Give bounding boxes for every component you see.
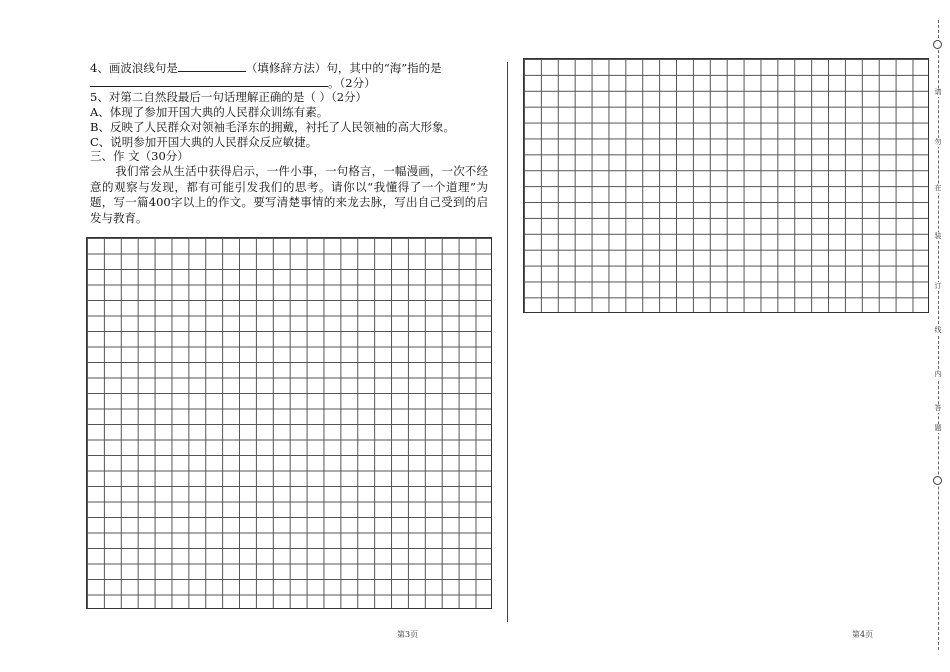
binding-char: 内: [934, 370, 942, 378]
q4-line2: [90, 75, 376, 90]
writing-grid-left[interactable]: [86, 237, 492, 609]
q5-option-a: A、体现了参加开国大典的人民群众训练有素。: [90, 105, 329, 119]
binding-char: 订: [934, 282, 942, 290]
q4-end: 。（2分）: [328, 76, 376, 90]
binding-circle-bottom: [933, 476, 942, 485]
q5-question: 5、对第二自然段最后一句话理解正确的是（ ）（2分）: [90, 90, 368, 104]
q4-prefix: 4、画波浪线句是: [90, 61, 178, 75]
q4-rhetoric-blank[interactable]: [178, 60, 246, 72]
page-number-right: 第4页: [852, 630, 874, 639]
binding-char: 题: [934, 424, 942, 432]
q4-meaning-blank[interactable]: [90, 75, 328, 87]
q4-line: [90, 60, 442, 75]
q5-option-b: B、反映了人民群众对领袖毛泽东的拥戴，衬托了人民领袖的高大形象。: [90, 120, 455, 134]
binding-circle-top: [933, 40, 942, 49]
page-number-left: 第3页: [397, 630, 419, 639]
page-divider: [507, 62, 508, 622]
binding-char: 请: [934, 88, 942, 96]
q5-option-c: C、说明参加开国大典的人民群众反应敏捷。: [90, 135, 318, 149]
binding-char: 线: [934, 326, 942, 334]
binding-char: 勿: [934, 138, 942, 146]
binding-char: 答: [934, 404, 942, 412]
binding-char: 装: [934, 232, 942, 240]
writing-grid-right[interactable]: [523, 58, 929, 313]
q4-mid: （填修辞方法）句，其中的“海”指的是: [245, 61, 442, 75]
binding-line: [938, 20, 939, 650]
section-3-title: 三、作 文（30分）: [90, 149, 189, 163]
binding-char: 在: [934, 184, 942, 192]
essay-prompt: 我们常会从生活中获得启示，一件小事，一句格言，一幅漫画，一次不经意的观察与发现，都有可能引发我们的思考。请你以“我懂得了一个道理”为题，写一篇400字以上的作文。要写清楚事情的来龙去脉，写出自己受到的启发与教育。: [90, 164, 488, 225]
